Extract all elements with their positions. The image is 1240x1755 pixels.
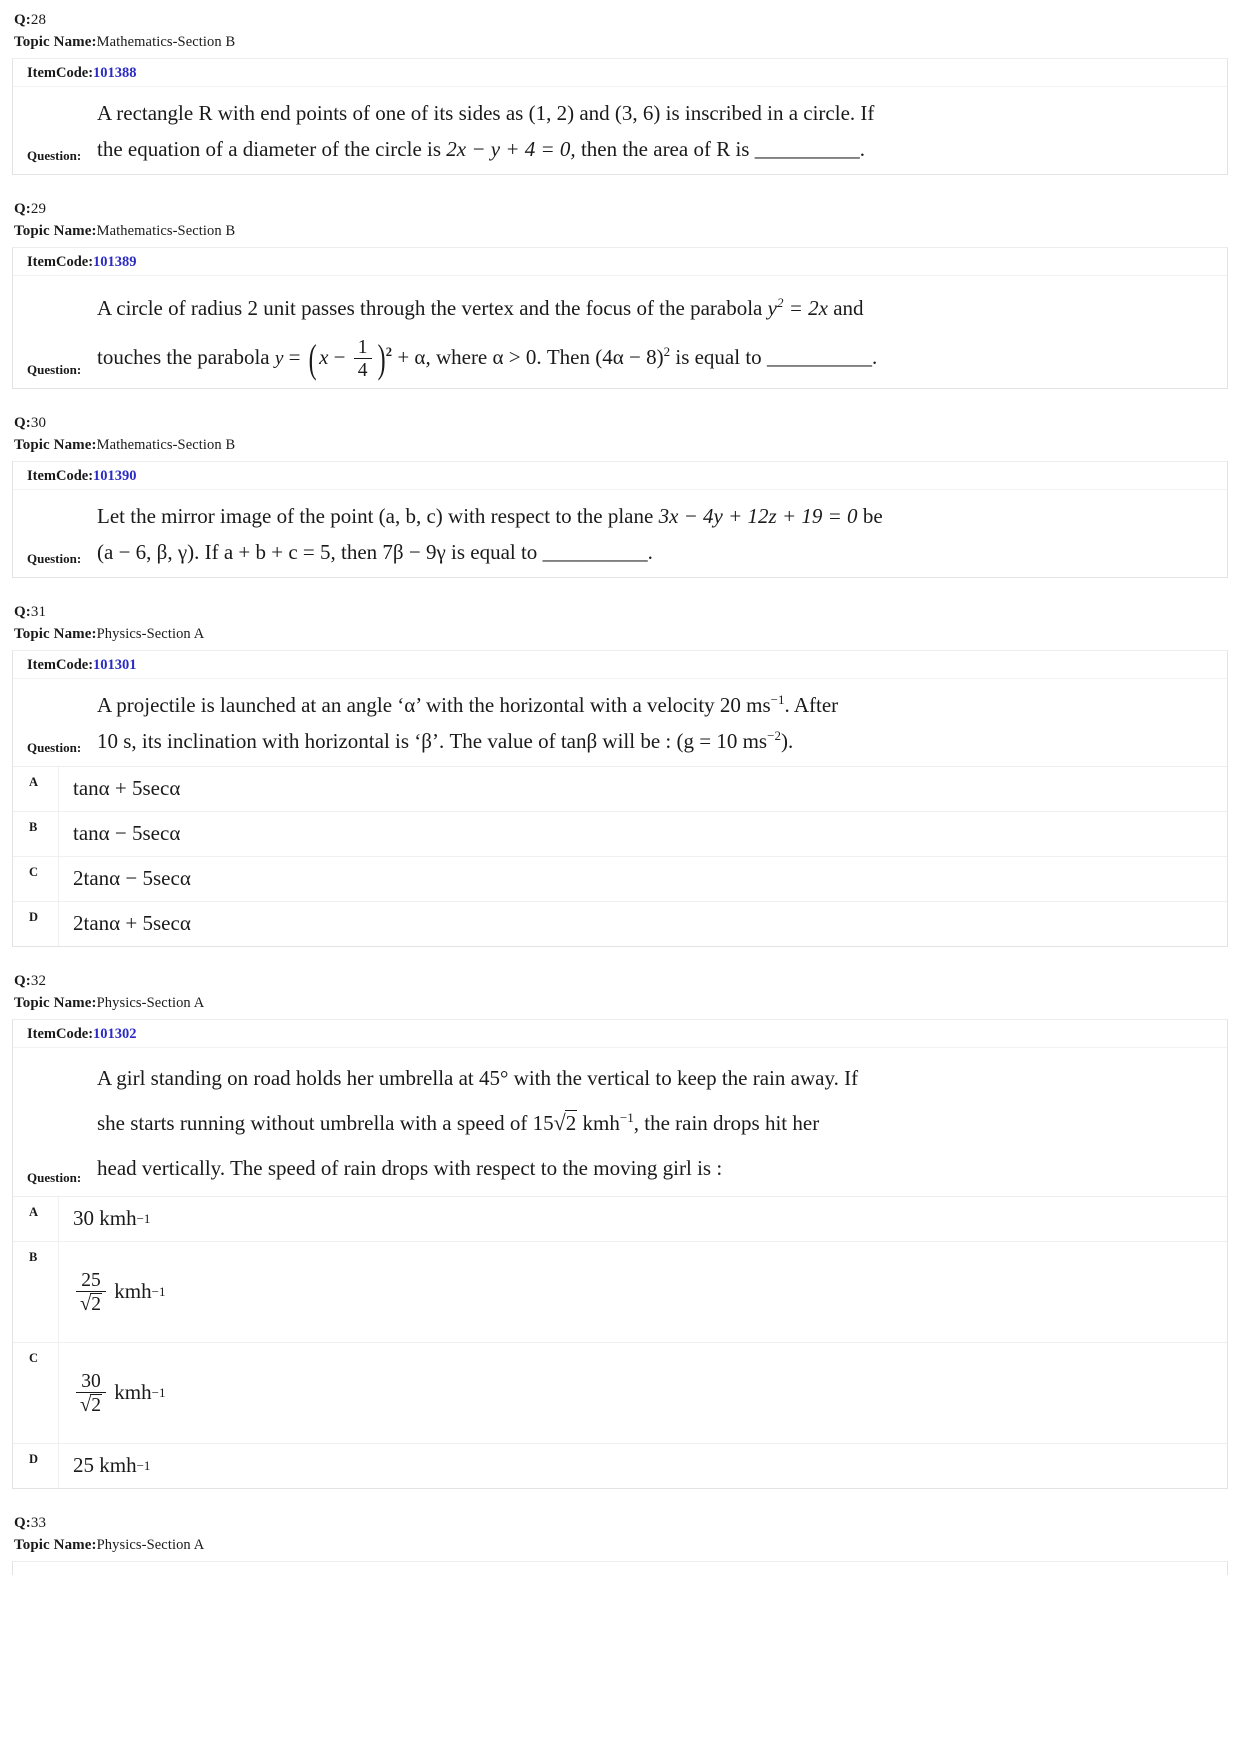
line2-text-b: , the rain drops hit her: [633, 1110, 820, 1135]
topic-value: Mathematics-Section B: [96, 222, 236, 239]
question-prefix-label-30: Question:: [27, 551, 82, 567]
block-spacer: [12, 949, 1228, 971]
radical-sign: √: [80, 1292, 92, 1315]
formula-var-x: x: [319, 344, 329, 369]
itemcode-prefix-label: ItemCode:: [27, 253, 94, 270]
right-paren-icon: ): [377, 335, 386, 381]
question-topic-line-33: [14, 1535, 1228, 1557]
question-row-29: [13, 276, 1227, 389]
line2-text-a: she starts running without umbrella with a speed of 15: [97, 1110, 554, 1135]
unit-exponent: −1: [619, 1109, 634, 1125]
line2-text-b: ).: [780, 729, 794, 754]
question-card-32: [12, 1019, 1228, 1489]
sqrt-two-icon: [80, 1293, 102, 1315]
q-number-value: 28: [30, 12, 47, 28]
option-a-unit: kmh: [99, 1206, 137, 1231]
option-letter-a: A: [13, 1197, 59, 1241]
fraction-numerator: 1: [357, 336, 368, 358]
option-b-unit: kmh: [114, 1279, 152, 1304]
line2-text-b: where α > 0. Then (4α − 8): [430, 344, 664, 369]
option-row-a[interactable]: [13, 767, 1227, 811]
line1-text-a: A circle of radius 2 unit passes through the vertex and the focus of the parabola: [97, 295, 768, 320]
option-text-c[interactable]: 2tanα − 5secα: [73, 866, 191, 891]
question-number-line-31: [14, 602, 1228, 624]
question-topic-line-32: [14, 993, 1228, 1015]
question-row-30: [13, 490, 1227, 578]
option-text-a[interactable]: tanα + 5secα: [73, 776, 181, 801]
question-block-30: [12, 413, 1228, 578]
option-letter-b: B: [13, 812, 59, 856]
option-text-d[interactable]: 25 kmh −1: [59, 1444, 1227, 1488]
itemcode-row-29: [13, 248, 1227, 276]
topic-value: Mathematics-Section B: [96, 436, 236, 453]
itemcode-row-28: [13, 59, 1227, 87]
itemcode-row-30: [13, 462, 1227, 490]
exponent: 2: [776, 294, 784, 310]
velocity-exponent: −1: [770, 691, 785, 707]
option-text-d[interactable]: 2tanα + 5secα: [73, 911, 191, 936]
option-d-unit: kmh: [99, 1453, 137, 1478]
itemcode-value: 101390: [93, 467, 137, 484]
topic-prefix-label: Topic Name:: [14, 33, 97, 50]
question-text-29: [97, 276, 1217, 383]
option-row-d[interactable]: [13, 901, 1227, 946]
q-number-value: 33: [30, 1515, 47, 1532]
question-topic-line-29: [14, 221, 1228, 243]
sqrt-two-icon: [80, 1394, 102, 1416]
itemcode-value: 101389: [93, 253, 137, 270]
left-paren-icon: (: [308, 335, 317, 381]
question-card-31: [12, 650, 1228, 948]
radical-sign: √: [553, 1109, 566, 1135]
question-block-28: [12, 10, 1228, 175]
fraction-25-over-sqrt2: [76, 1270, 106, 1315]
radicand: 2: [565, 1110, 577, 1135]
question-card-29: [12, 247, 1228, 390]
question-number-line-33: [14, 1513, 1228, 1535]
q-number-value: 29: [30, 201, 47, 217]
question-text-31: [97, 679, 1217, 761]
question-row-32: [13, 1048, 1227, 1196]
itemcode-value: 101302: [93, 1025, 137, 1042]
option-letter-d: D: [13, 1444, 59, 1488]
radicand: 2: [91, 1293, 102, 1315]
fraction-numerator: 25: [81, 1269, 101, 1291]
itemcode-row-32: [13, 1020, 1227, 1048]
question-header-33: [12, 1513, 1228, 1557]
question-topic-line-30: [14, 435, 1228, 457]
formula-plus-alpha: + α,: [397, 344, 431, 369]
question-line-2: [97, 723, 1211, 760]
line2-period: .: [871, 344, 878, 369]
unit-kmh: kmh: [577, 1110, 620, 1135]
option-text-c[interactable]: $\frac{30}{√2}$ kmh −1: [59, 1343, 1227, 1443]
fraction-30-over-sqrt2: [76, 1371, 106, 1416]
fraction-denominator: 4: [354, 358, 372, 381]
fraction-numerator: 30: [81, 1370, 101, 1392]
topic-prefix-label: Topic Name:: [14, 625, 97, 642]
itemcode-prefix-label: ItemCode:: [27, 656, 94, 673]
gravity-exponent: −2: [767, 728, 781, 744]
q-prefix-label: Q:: [14, 1515, 31, 1532]
options-list-31: [13, 766, 1227, 946]
options-list-32: [13, 1196, 1227, 1488]
sqrt-two-icon: [554, 1100, 578, 1146]
question-line-3: head vertically. The speed of rain drops with respect to the moving girl is :: [97, 1156, 723, 1181]
question-card-33: [12, 1561, 1228, 1575]
radical-sign: √: [80, 1393, 92, 1416]
itemcode-prefix-label: ItemCode:: [27, 64, 94, 81]
parabola-formula: [274, 335, 431, 382]
q-prefix-label: Q:: [14, 201, 31, 217]
topic-value: Physics-Section A: [96, 1536, 205, 1553]
option-row-d[interactable]: [13, 1443, 1227, 1488]
q-prefix-label: Q:: [14, 12, 31, 28]
line2-text-a: the equation of a diameter of the circle is: [97, 137, 447, 162]
question-text-32: [97, 1048, 1217, 1190]
q-number-value: 31: [30, 604, 47, 621]
option-letter-a: A: [13, 767, 59, 811]
question-block-32: [12, 971, 1228, 1489]
option-letter-c: C: [13, 1343, 59, 1443]
question-text-28: [97, 87, 1217, 169]
question-line-1: [97, 284, 1211, 333]
question-number-line-28: [14, 10, 1228, 32]
option-text-a[interactable]: 30 kmh −1: [59, 1197, 1227, 1241]
topic-prefix-label: Topic Name:: [14, 436, 97, 453]
question-line-1: [97, 498, 1211, 535]
line2-text-c: is equal to: [670, 344, 767, 369]
option-row-c[interactable]: [13, 1342, 1227, 1443]
block-spacer: [12, 391, 1228, 413]
topic-prefix-label: Topic Name:: [14, 222, 97, 239]
option-d-value: 25: [73, 1453, 94, 1478]
plane-equation: 3x − 4y + 12z + 19 = 0: [658, 503, 858, 528]
eq-2x: = 2x: [783, 295, 828, 320]
question-header-29: [12, 199, 1228, 243]
formula-power: 2: [385, 344, 393, 359]
line2-text-b: then the area of R is: [575, 137, 755, 162]
itemcode-value: 101388: [93, 64, 137, 81]
radicand: 2: [91, 1394, 102, 1416]
line2-exponent: 2: [663, 343, 671, 359]
line1-text-b: and: [827, 295, 864, 320]
line2-period: .: [859, 137, 865, 162]
fraction-one-quarter: [354, 337, 372, 381]
fraction-denominator: [76, 1392, 106, 1416]
question-line-1: [97, 687, 1211, 724]
option-row-a[interactable]: [13, 1197, 1227, 1241]
block-spacer: [12, 1491, 1228, 1513]
question-row-28: [13, 87, 1227, 175]
question-line-2: [97, 534, 1211, 571]
line1-text-b: be: [857, 503, 883, 528]
question-block-33: [12, 1513, 1228, 1575]
q-prefix-label: Q:: [14, 604, 31, 621]
line1-text-a: Let the mirror image of the point (a, b, c) with respect to the plane: [97, 503, 659, 528]
option-a-value: 30: [73, 1206, 94, 1231]
question-prefix-label-32: Question:: [27, 1170, 82, 1186]
block-spacer: [12, 177, 1228, 199]
question-prefix-label-29: Question:: [27, 362, 82, 378]
formula-var-y: y: [274, 347, 284, 369]
question-topic-line-31: [14, 624, 1228, 646]
topic-prefix-label: Topic Name:: [14, 1536, 97, 1553]
answer-blank: __________: [766, 344, 872, 369]
formula-equals: =: [288, 344, 301, 369]
question-topic-line-28: [14, 32, 1228, 54]
option-text-b[interactable]: $\frac{25}{√2}$ kmh −1: [59, 1242, 1227, 1342]
question-line-2: [97, 131, 1211, 168]
question-prefix-label-28: Question:: [27, 148, 82, 163]
topic-value: Physics-Section A: [96, 625, 205, 642]
option-text-b[interactable]: tanα − 5secα: [73, 821, 181, 846]
question-card-28: [12, 58, 1228, 176]
topic-value: Physics-Section A: [96, 994, 205, 1011]
itemcode-value: 101301: [93, 656, 137, 673]
line2-period: .: [647, 540, 653, 565]
question-row-31: [13, 679, 1227, 767]
question-line-2: [97, 333, 1211, 382]
question-prefix-label-31: Question:: [27, 740, 82, 756]
question-line-2: [97, 1100, 1211, 1146]
q-number-value: 30: [30, 415, 47, 432]
option-letter-c: C: [13, 857, 59, 901]
itemcode-prefix-label: ItemCode:: [27, 467, 94, 484]
question-line-1: A girl standing on road holds her umbrella at 45° with the vertical to keep the rain away. If: [97, 1065, 859, 1090]
question-number-line-32: [14, 971, 1228, 993]
option-row-b[interactable]: [13, 811, 1227, 856]
itemcode-prefix-label: ItemCode:: [27, 1025, 94, 1042]
answer-blank: __________: [754, 137, 860, 162]
parabola-equation: [768, 296, 828, 320]
question-line-1: A rectangle R with end points of one of its sides as (1, 2) and (3, 6) is inscribed in a circle. If: [97, 100, 875, 125]
question-number-line-29: [14, 199, 1228, 221]
question-block-31: [12, 602, 1228, 947]
question-header-30: [12, 413, 1228, 457]
line2-text-a: 10 s, its inclination with horizontal is ‘β’. The value of tanβ will be : (g = 10 ms: [97, 729, 768, 754]
line2-equation: 2x − y + 4 = 0,: [446, 137, 576, 162]
formula-minus: −: [333, 344, 346, 369]
question-header-28: [12, 10, 1228, 54]
question-header-32: [12, 971, 1228, 1015]
topic-value: Mathematics-Section B: [96, 33, 236, 50]
question-header-31: [12, 602, 1228, 646]
option-c-unit: kmh: [114, 1380, 152, 1405]
line1-text-b: . After: [784, 692, 839, 717]
itemcode-row-31: [13, 651, 1227, 679]
q-prefix-label: Q:: [14, 415, 31, 432]
question-number-line-30: [14, 413, 1228, 435]
question-card-30: [12, 461, 1228, 579]
block-spacer: [12, 580, 1228, 602]
q-number-value: 32: [30, 973, 47, 990]
question-block-29: [12, 199, 1228, 389]
option-row-b[interactable]: [13, 1241, 1227, 1342]
topic-prefix-label: Topic Name:: [14, 994, 97, 1011]
q-prefix-label: Q:: [14, 973, 31, 990]
fraction-denominator: [76, 1291, 106, 1315]
option-row-c[interactable]: [13, 856, 1227, 901]
line2-text-a: touches the parabola: [97, 344, 275, 369]
line2-text-a: (a − 6, β, γ). If a + b + c = 5, then 7β − 9γ is equal to: [97, 540, 543, 565]
answer-blank: __________: [542, 540, 648, 565]
option-letter-d: D: [13, 902, 59, 946]
var-y: y: [767, 295, 777, 320]
option-letter-b: B: [13, 1242, 59, 1342]
line1-text-a: A projectile is launched at an angle ‘α’ with the horizontal with a velocity 20 ms: [97, 692, 771, 717]
question-text-30: [97, 490, 1217, 572]
